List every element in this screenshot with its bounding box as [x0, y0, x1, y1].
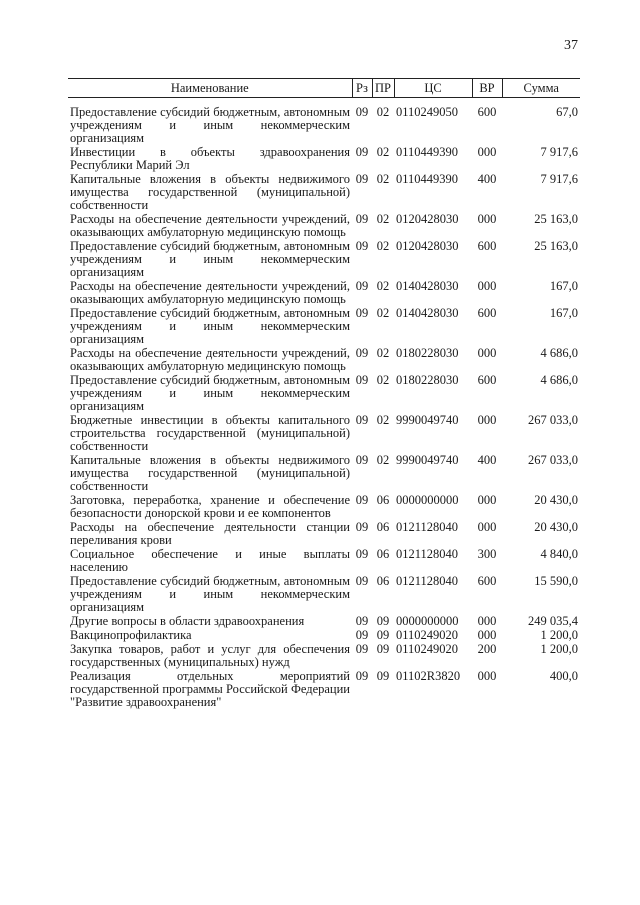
table-row	[68, 374, 580, 414]
row-pr: 06	[376, 493, 390, 507]
row-rz: 09	[355, 628, 369, 642]
table-row	[68, 307, 580, 347]
row-sum: 267 033,0	[528, 453, 578, 467]
row-cs: 9990049740	[396, 453, 459, 467]
row-name: Капитальные вложения в объекты недвижимого имущества государственной (муниципальной) собственности	[70, 453, 350, 493]
row-rz: 09	[355, 105, 369, 119]
row-pr: 09	[376, 614, 390, 628]
table-row	[68, 521, 580, 548]
row-name: Закупка товаров, работ и услуг для обеспечения государственных (муниципальных) нужд	[70, 642, 350, 669]
row-pr: 02	[376, 105, 390, 119]
page-number: 37	[564, 38, 578, 53]
row-name: Реализация отдельных мероприятий государственной программы Российской Федерации "Развитие здравоохранения"	[70, 669, 350, 709]
row-sum: 25 163,0	[534, 239, 578, 253]
row-rz: 09	[355, 453, 369, 467]
row-name: Другие вопросы в области здравоохранения	[70, 614, 305, 628]
row-cs: 0140428030	[396, 279, 459, 293]
row-rz: 09	[355, 642, 369, 656]
row-pr: 09	[376, 642, 390, 656]
row-cs: 0140428030	[396, 306, 459, 320]
row-vr: 000	[477, 212, 497, 226]
row-vr: 000	[477, 628, 497, 642]
row-sum: 15 590,0	[534, 574, 578, 588]
row-cs: 0121128040	[396, 547, 459, 561]
row-sum: 249 035,4	[528, 614, 578, 628]
row-rz: 09	[355, 614, 369, 628]
row-cs: 0121128040	[396, 520, 459, 534]
row-pr: 02	[376, 373, 390, 387]
row-vr: 300	[477, 547, 497, 561]
row-pr: 02	[376, 346, 390, 360]
row-name: Предоставление субсидий бюджетным, автономным учреждениям и иным некоммерческим организациям	[70, 574, 350, 614]
header-vr: ВР	[472, 79, 502, 98]
row-pr: 09	[376, 669, 390, 683]
row-sum: 4 686,0	[540, 346, 578, 360]
row-rz: 09	[355, 373, 369, 387]
row-name: Инвестиции в объекты здравоохранения Республики Марий Эл	[70, 145, 350, 172]
row-name: Предоставление субсидий бюджетным, автономным учреждениям и иным некоммерческим организациям	[70, 239, 350, 279]
row-sum: 167,0	[549, 279, 578, 293]
row-cs: 0110449390	[396, 145, 459, 159]
row-name: Расходы на обеспечение деятельности станции переливания крови	[70, 520, 350, 547]
row-pr: 02	[376, 212, 390, 226]
row-pr: 02	[376, 239, 390, 253]
table-row	[68, 213, 580, 240]
row-pr: 02	[376, 145, 390, 159]
table-row	[68, 240, 580, 280]
row-sum: 7 917,6	[540, 172, 578, 186]
row-rz: 09	[355, 306, 369, 320]
row-cs: 0110249020	[396, 628, 459, 642]
row-sum: 25 163,0	[534, 212, 578, 226]
row-rz: 09	[355, 239, 369, 253]
row-sum: 167,0	[549, 306, 578, 320]
row-pr: 02	[376, 306, 390, 320]
row-rz: 09	[355, 145, 369, 159]
table-row	[68, 347, 580, 374]
row-name: Вакцинопрофилактика	[70, 628, 192, 642]
row-cs: 0000000000	[396, 493, 459, 507]
row-pr: 06	[376, 520, 390, 534]
row-vr: 000	[477, 145, 497, 159]
row-vr: 600	[477, 373, 497, 387]
row-cs: 01102R3820	[396, 669, 461, 683]
row-cs: 0110249050	[396, 105, 459, 119]
row-rz: 09	[355, 520, 369, 534]
table-row	[68, 146, 580, 173]
table-row	[68, 615, 580, 629]
row-cs: 0120428030	[396, 212, 459, 226]
row-pr: 09	[376, 628, 390, 642]
row-sum: 20 430,0	[534, 493, 578, 507]
row-cs: 0180228030	[396, 373, 459, 387]
header-rz: Рз	[352, 79, 372, 98]
row-pr: 02	[376, 172, 390, 186]
row-rz: 09	[355, 346, 369, 360]
table-row	[68, 575, 580, 615]
row-cs: 9990049740	[396, 413, 459, 427]
table-row	[68, 494, 580, 521]
row-name: Предоставление субсидий бюджетным, автономным учреждениям и иным некоммерческим организациям	[70, 373, 350, 413]
row-name: Социальное обеспечение и иные выплаты населению	[70, 547, 350, 574]
table-row	[68, 643, 580, 670]
row-name: Предоставление субсидий бюджетным, автономным учреждениям и иным некоммерческим организациям	[70, 306, 350, 346]
header-cs: ЦС	[394, 79, 472, 98]
row-vr: 600	[477, 239, 497, 253]
table-row	[68, 173, 580, 213]
row-cs: 0180228030	[396, 346, 459, 360]
row-name: Расходы на обеспечение деятельности учреждений, оказывающих амбулаторную медицинскую помощь	[70, 346, 350, 373]
table-row	[68, 548, 580, 575]
row-pr: 02	[376, 279, 390, 293]
row-pr: 02	[376, 453, 390, 467]
budget-table	[68, 78, 580, 710]
table-body	[68, 98, 580, 711]
row-pr: 06	[376, 547, 390, 561]
row-sum: 4 840,0	[540, 547, 578, 561]
row-name: Расходы на обеспечение деятельности учреждений, оказывающих амбулаторную медицинскую помощь	[70, 212, 350, 239]
row-vr: 000	[477, 279, 497, 293]
row-cs: 0110449390	[396, 172, 459, 186]
table-header-row	[68, 79, 580, 98]
row-rz: 09	[355, 547, 369, 561]
row-vr: 400	[477, 453, 497, 467]
row-rz: 09	[355, 669, 369, 683]
header-pr: ПР	[372, 79, 394, 98]
row-name: Бюджетные инвестиции в объекты капитального строительства государственной (муниципальной) собственности	[70, 413, 350, 453]
row-vr: 600	[477, 574, 497, 588]
row-vr: 600	[477, 105, 497, 119]
header-name: Наименование	[68, 79, 352, 98]
row-vr: 000	[477, 669, 497, 683]
row-sum: 1 200,0	[540, 628, 578, 642]
table-row	[68, 414, 580, 454]
row-vr: 400	[477, 172, 497, 186]
row-name: Капитальные вложения в объекты недвижимого имущества государственной (муниципальной) собственности	[70, 172, 350, 212]
row-cs: 0120428030	[396, 239, 459, 253]
row-cs: 0110249020	[396, 642, 459, 656]
table-row	[68, 629, 580, 643]
table-row	[68, 454, 580, 494]
row-rz: 09	[355, 574, 369, 588]
table-row	[68, 670, 580, 710]
row-rz: 09	[355, 493, 369, 507]
row-rz: 09	[355, 172, 369, 186]
row-rz: 09	[355, 212, 369, 226]
row-rz: 09	[355, 279, 369, 293]
row-vr: 000	[477, 346, 497, 360]
row-sum: 7 917,6	[540, 145, 578, 159]
table-row	[68, 280, 580, 307]
row-pr: 02	[376, 413, 390, 427]
row-vr: 000	[477, 413, 497, 427]
row-sum: 20 430,0	[534, 520, 578, 534]
row-pr: 06	[376, 574, 390, 588]
row-name: Заготовка, переработка, хранение и обеспечение безопасности донорской крови и ее компонентов	[70, 493, 350, 520]
row-cs: 0121128040	[396, 574, 459, 588]
row-sum: 400,0	[549, 669, 578, 683]
row-vr: 200	[477, 642, 497, 656]
row-sum: 267 033,0	[528, 413, 578, 427]
row-sum: 1 200,0	[540, 642, 578, 656]
row-name: Предоставление субсидий бюджетным, автономным учреждениям и иным некоммерческим организациям	[70, 105, 350, 145]
row-name: Расходы на обеспечение деятельности учреждений, оказывающих амбулаторную медицинскую помощь	[70, 279, 350, 306]
row-sum: 67,0	[556, 105, 578, 119]
row-sum: 4 686,0	[540, 373, 578, 387]
row-vr: 000	[477, 520, 497, 534]
row-vr: 000	[477, 614, 497, 628]
row-vr: 000	[477, 493, 497, 507]
header-sum: Сумма	[502, 79, 580, 98]
table-row	[68, 98, 580, 147]
row-rz: 09	[355, 413, 369, 427]
row-cs: 0000000000	[396, 614, 459, 628]
row-vr: 600	[477, 306, 497, 320]
